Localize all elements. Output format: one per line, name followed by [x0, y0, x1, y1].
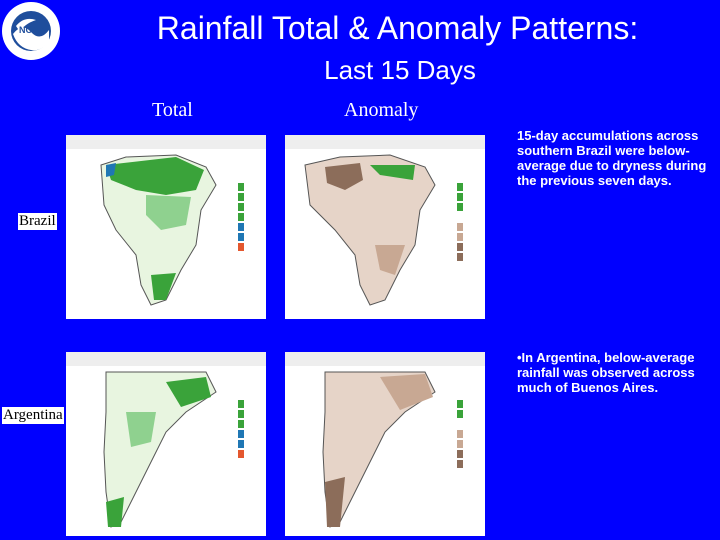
- column-label-anomaly: Anomaly: [344, 99, 419, 121]
- brazil-note: 15-day accumulations across southern Brazil were below-average due to dryness during the previous seven days.: [517, 128, 707, 188]
- argentina-note: •In Argentina, below-average rainfall was observed across much of Buenos Aires.: [517, 350, 695, 395]
- row-label-brazil: Brazil: [19, 213, 56, 229]
- column-label-total: Total: [152, 99, 193, 121]
- brazil-total-map: [66, 135, 266, 319]
- brazil-anomaly-map: [285, 135, 485, 319]
- argentina-anomaly-map: [285, 352, 485, 536]
- logo-text: NOAA: [19, 25, 46, 35]
- argentina-total-map: [66, 352, 266, 536]
- row-label-argentina: Argentina: [3, 407, 63, 423]
- page-subtitle: Last 15 Days: [324, 55, 476, 85]
- page-title: Rainfall Total & Anomaly Patterns:: [156, 10, 639, 46]
